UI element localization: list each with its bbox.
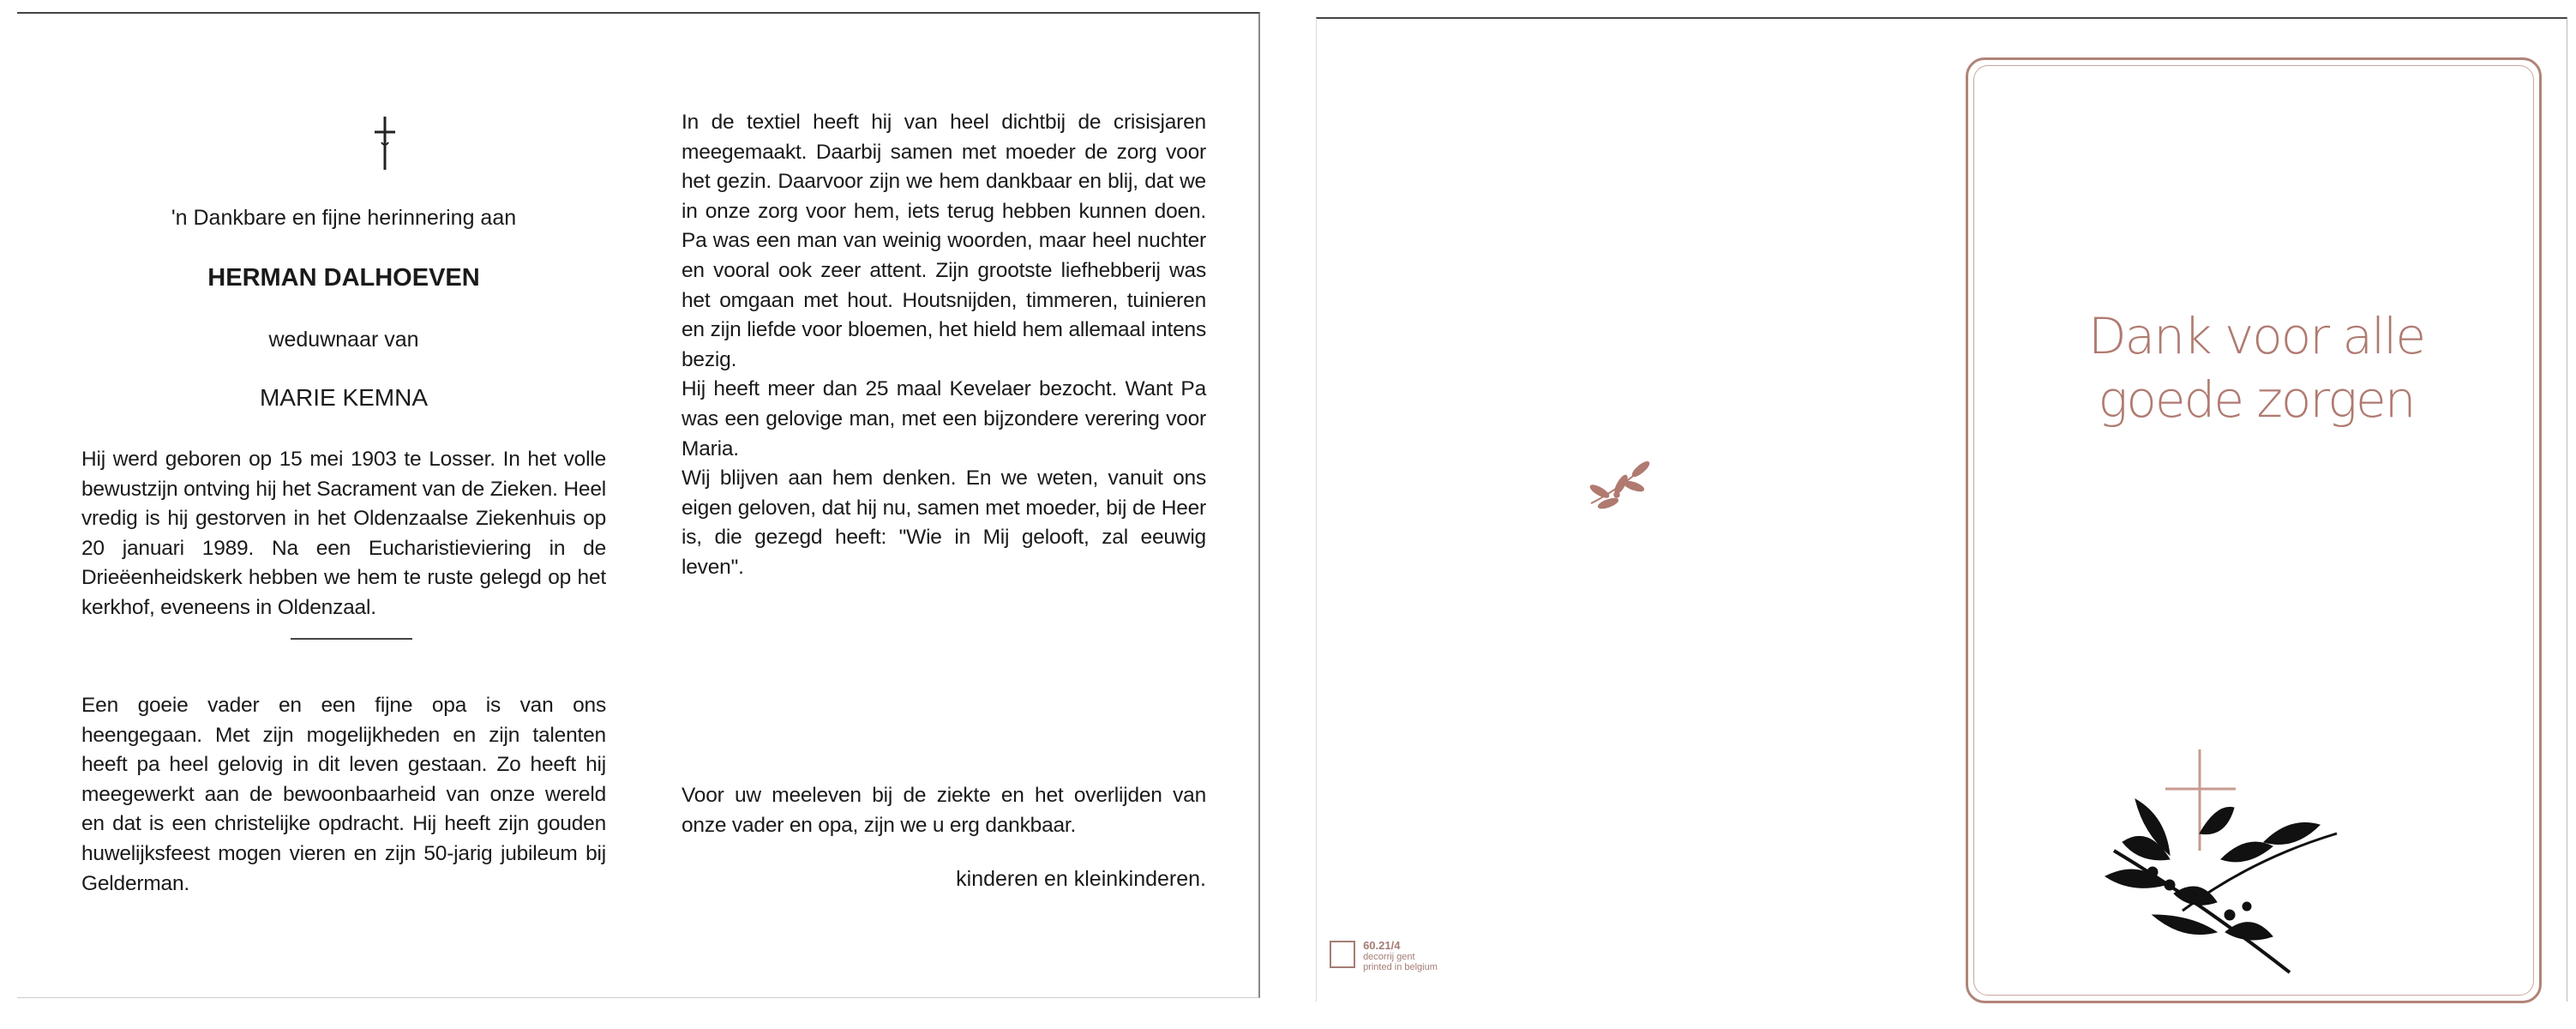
printer-mark [1330, 941, 1438, 972]
signature: kinderen en kleinkinderen. [956, 867, 1206, 891]
printer-code: 60.21/4 [1363, 939, 1401, 952]
cover-title [1968, 304, 2544, 431]
memory-paragraph-part2: Hij heeft meer dan 25 maal Kevelaer bezocht. Want Pa was een gelovige man, met een bijzondere verering voor Maria. [682, 377, 1206, 460]
printer-country: printed in belgium [1363, 962, 1438, 972]
printer-info [1363, 941, 1438, 972]
cross-icon [368, 113, 402, 173]
olive-branch-icon [1574, 443, 1660, 521]
deceased-name: HERMAN DALHOEVEN [207, 264, 480, 292]
memory-paragraph-part1: In de textiel heeft hij van heel dichtbij de crisisjaren meegemaakt. Daarbij samen met moeder de zorg voor het gezin. Daarvoor zijn we hem dankbaar en blij, dat we in onze zorg voor hem, iets terug hebben kunnen doen. Pa was een man van weinig woorden, maar heel nuchter en vooral ook zeer attent. Zijn grootste liefhebberij was het omgaan met hout. Houtsnijden, timmeren, tuinieren en zijn liefde voor bloemen, het hield hem allemaal intens bezig. [682, 111, 1206, 371]
printer-logo-icon [1330, 941, 1355, 968]
olive-branch-icon [2088, 731, 2345, 979]
cover-title-line1: Dank voor alle [2087, 307, 2425, 365]
cover-card [1316, 17, 2567, 1002]
biography-paragraph: Hij werd geboren op 15 mei 1903 te Losser. In het volle bewustzijn ontving hij het Sacrament van de Zieken. Heel vredig is hij gestorven in het Oldenzaalse Ziekenhuis op 20 januari 1989. Na een Eucharistieviering in de Drieëenheidskerk hebben we hem te ruste gelegd op het kerkhof, eveneens in Oldenzaal. [81, 448, 606, 619]
inside-card [17, 12, 1260, 998]
thanks-paragraph: Voor uw meeleven bij de ziekte en het overlijden van onze vader en opa, zijn we u erg dankbaar. [682, 784, 1206, 837]
printer-name: decorrij gent [1363, 952, 1415, 962]
intro-text: 'n Dankbare en fijne herinnering aan [171, 206, 517, 230]
memory-paragraph [682, 108, 1206, 583]
cover-title-line2: goede zorgen [2098, 370, 2415, 429]
tribute-paragraph: Een goeie vader en een fijne opa is van ons heengegaan. Met zijn mogelijkheden en zijn talenten heeft pa heel gelovig in dit leven gestaan. Zo heeft hij meegewerkt aan de bewoonbaarheid van onze wereld en dat is een christelijke opdracht. Hij heeft zijn gouden huwelijksfeest mogen vieren en zijn 50-jarig jubileum bij Gelderman. [81, 694, 606, 895]
divider [291, 638, 412, 640]
spouse-name: MARIE KEMNA [259, 384, 429, 411]
memory-paragraph-part3: Wij blijven aan hem denken. En we weten, vanuit ons eigen geloven, dat hij nu, samen met moeder, bij de Heer is, die gezegd heeft: "Wie in Mij gelooft, zal eeuwig leven". [682, 466, 1206, 579]
widower-label: weduwnaar van [268, 328, 419, 352]
